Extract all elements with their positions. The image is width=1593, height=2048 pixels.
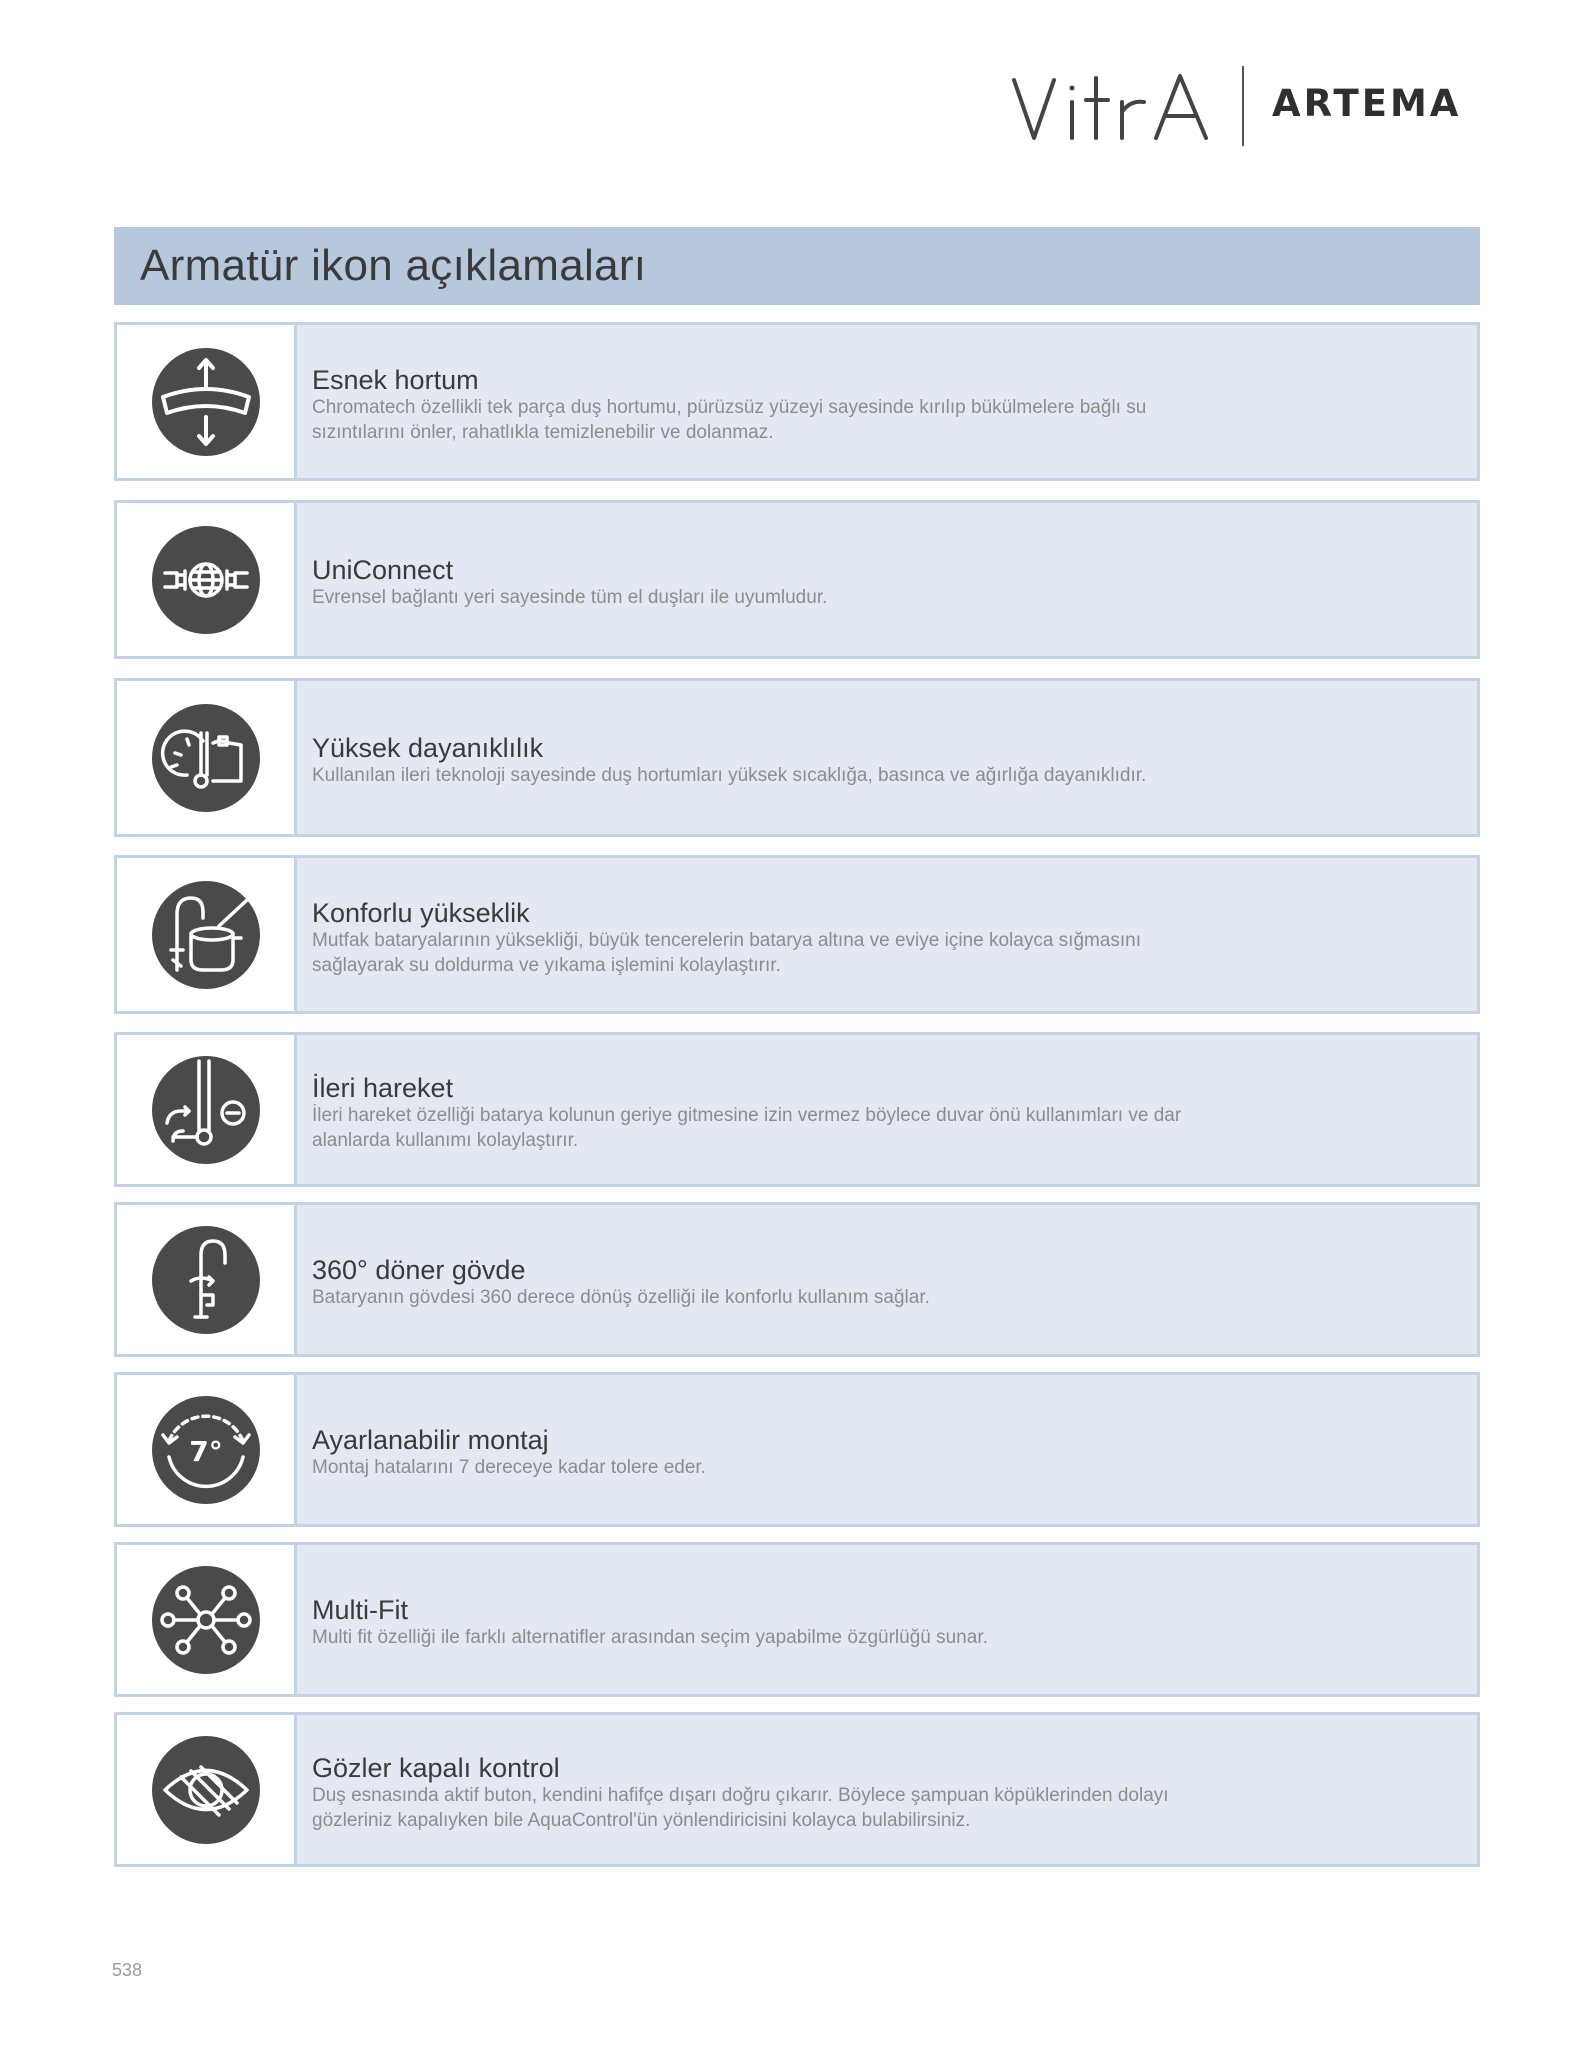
swivel-body-icon [151,1225,261,1335]
feature-description-line: Montaj hatalarını 7 dereceye kadar tolere eder. [312,1457,706,1478]
artema-logo: ARTEMA [1272,82,1462,125]
feature-title: Gözler kapalı kontrol [312,1753,560,1783]
icon-cell [117,325,297,478]
icon-cell [117,1375,297,1524]
feature-row-uniconnect [114,500,1480,659]
feature-description-line: Mutfak bataryalarının yüksekliği, büyük tencerelerin batarya altına ve eviye içine kolayca sığmasını [312,930,1142,951]
feature-title: Yüksek dayanıklılık [312,733,544,763]
feature-text [297,1035,1477,1184]
icon-cell [117,1545,297,1694]
feature-text [297,1715,1477,1864]
feature-description-line: Evrensel bağlantı yeri sayesinde tüm el duşları ile uyumludur. [312,587,828,608]
icon-cell [117,503,297,656]
feature-text [297,325,1477,478]
feature-row-forward-movement [114,1032,1480,1187]
comfort-height-icon [151,880,261,990]
feature-title: Esnek hortum [312,365,479,395]
feature-description-line: Chromatech özellikli tek parça duş hortumu, pürüzsüz yüzeyi sayesinde kırılıp bükülmelere bağlı su [312,397,1147,418]
feature-row-eyes-closed-control [114,1712,1480,1867]
flexible-hose-icon [151,347,261,457]
feature-text [297,1375,1477,1524]
feature-text [297,1545,1477,1694]
forward-movement-icon [151,1055,261,1165]
feature-description-line: gözleriniz kapalıyken bile AquaControl'ün yönlendiricisini kolayca bulabilirsiniz. [312,1810,971,1831]
uniconnect-icon [151,525,261,635]
feature-row-adjustable-mount [114,1372,1480,1527]
feature-text [297,503,1477,656]
page-number: 538 [112,1960,143,1980]
feature-description-line: Bataryanın gövdesi 360 derece dönüş özelliği ile konforlu kullanım sağlar. [312,1287,930,1308]
feature-title: İleri hareket [312,1073,454,1103]
brand-header [1010,62,1486,152]
multi-fit-icon [151,1565,261,1675]
feature-description-line: alanlarda kullanımı kolaylaştırır. [312,1130,579,1151]
feature-text [297,681,1477,834]
icon-cell [117,1035,297,1184]
icon-cell [117,1205,297,1354]
brand-separator [1242,66,1244,146]
feature-title: Ayarlanabilir montaj [312,1425,549,1455]
feature-row-multi-fit [114,1542,1480,1697]
feature-title: 360° döner gövde [312,1255,526,1285]
feature-row-swivel-body [114,1202,1480,1357]
feature-title: UniConnect [312,555,454,585]
feature-description-line: sızıntılarını önler, rahatlıkla temizlenebilir ve dolanmaz. [312,422,774,443]
feature-row-comfort-height [114,855,1480,1014]
icon-cell [117,1715,297,1864]
feature-description-line: Kullanılan ileri teknoloji sayesinde duş hortumları yüksek sıcaklığa, basınca ve ağırlığa dayanıklıdır. [312,765,1147,786]
feature-row-flexible-hose [114,322,1480,481]
icon-cell [117,858,297,1011]
section-title: Armatür ikon açıklamaları [114,227,1480,305]
high-durability-icon [151,703,261,813]
feature-description-line: Multi fit özelliği ile farklı alternatifler arasından seçim yapabilme özgürlüğü sunar. [312,1627,988,1648]
feature-row-high-durability [114,678,1480,837]
feature-description-line: Duş esnasında aktif buton, kendini hafifçe dışarı doğru çıkarır. Böylece şampuan köpüklerinden dolayı [312,1785,1169,1806]
eyes-closed-control-icon [151,1735,261,1845]
feature-description-line: sağlayarak su doldurma ve yıkama işlemini kolaylaştırır. [312,955,781,976]
angle-label: 7° [188,1434,223,1468]
feature-description-line: İleri hareket özelliği batarya kolunun geriye gitmesine izin vermez böylece duvar önü kullanımları ve dar [312,1105,1182,1126]
feature-text [297,1205,1477,1354]
vitra-logo [1010,62,1215,152]
adjustable-mount-icon [151,1395,261,1505]
icon-cell [117,681,297,834]
feature-title: Multi-Fit [312,1595,408,1625]
feature-title: Konforlu yükseklik [312,898,530,928]
feature-text [297,858,1477,1011]
